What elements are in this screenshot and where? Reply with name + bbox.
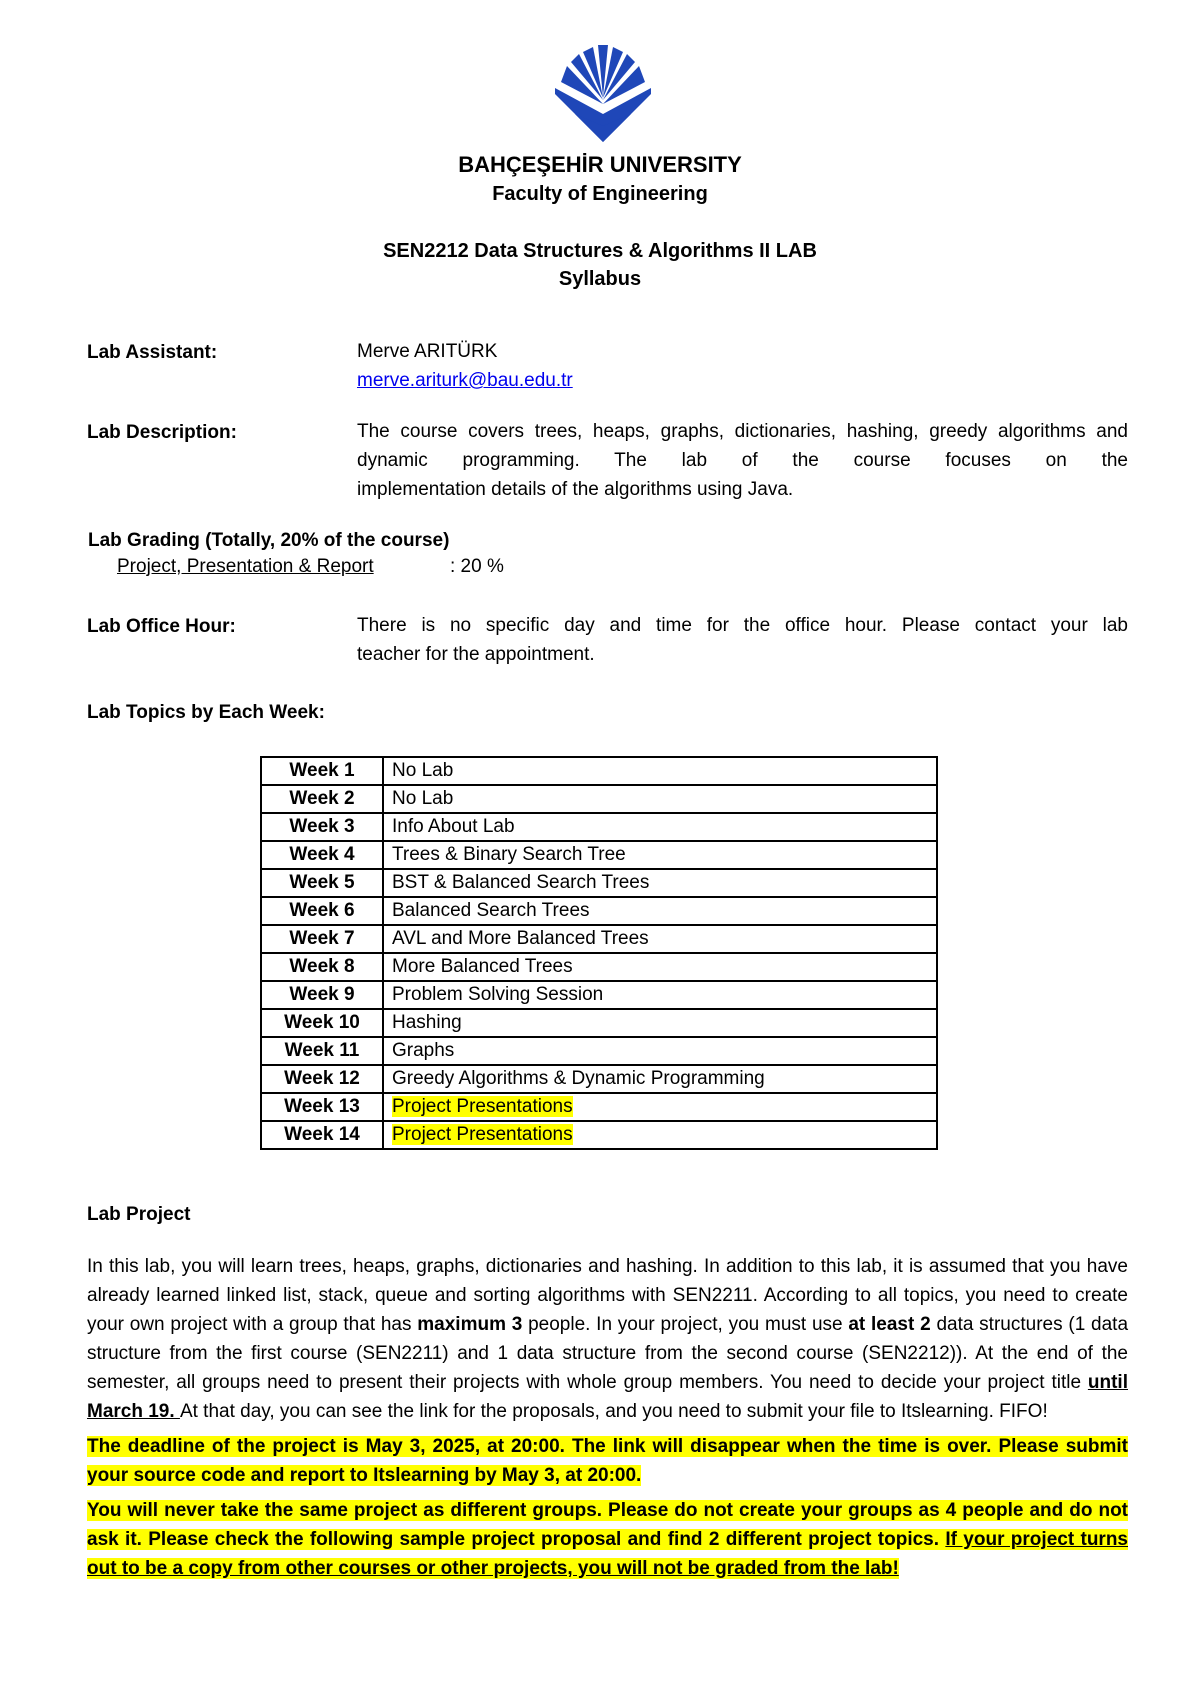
topic-cell — [383, 1121, 937, 1149]
week-cell: Week 14 — [261, 1121, 383, 1149]
table-row — [261, 869, 937, 897]
lab-project-label: Lab Project — [87, 1204, 191, 1225]
table-row — [261, 841, 937, 869]
week-cell: Week 5 — [261, 869, 383, 897]
week-cell: Week 12 — [261, 1065, 383, 1093]
topic-cell — [383, 813, 937, 841]
week-cell: Week 6 — [261, 897, 383, 925]
topic-cell — [383, 1037, 937, 1065]
table-row — [261, 813, 937, 841]
lab-project-body — [87, 1252, 1128, 1583]
topic-cell — [383, 925, 937, 953]
table-row — [261, 925, 937, 953]
table-row — [261, 897, 937, 925]
table-row — [261, 785, 937, 813]
topic-text: Balanced Search Trees — [392, 900, 590, 921]
table-row — [261, 757, 937, 785]
topic-text: Trees & Binary Search Tree — [392, 844, 626, 865]
topic-text: Project Presentations — [392, 1124, 573, 1145]
lab-office-hour-value — [357, 611, 1128, 669]
week-cell: Week 7 — [261, 925, 383, 953]
topic-cell — [383, 841, 937, 869]
grading-row — [117, 556, 504, 578]
week-cell: Week 11 — [261, 1037, 383, 1065]
lab-description-value — [357, 417, 1128, 504]
topic-text: Project Presentations — [392, 1096, 573, 1117]
office-hour-text-1: There is no specific day and time for the office hour. Please contact your lab — [357, 615, 1128, 636]
topic-cell — [383, 785, 937, 813]
table-row — [261, 1037, 937, 1065]
topic-text: Hashing — [392, 1012, 462, 1033]
description-text-2: implementation details of the algorithms using Java. — [357, 479, 794, 500]
topic-text: More Balanced Trees — [392, 956, 573, 977]
topic-cell — [383, 1093, 937, 1121]
table-row — [261, 1065, 937, 1093]
weekly-topics-table — [260, 756, 938, 1150]
week-cell: Week 4 — [261, 841, 383, 869]
lab-description-label: Lab Description: — [87, 422, 237, 443]
grading-item: Project, Presentation & Report — [117, 556, 374, 577]
table-row — [261, 981, 937, 1009]
university-name: BAHÇEŞEHİR UNIVERSITY — [458, 152, 742, 177]
topic-cell — [383, 1009, 937, 1037]
table-row — [261, 1121, 937, 1149]
university-logo-icon — [553, 44, 653, 144]
topic-cell — [383, 953, 937, 981]
description-text-1: The course covers trees, heaps, graphs, dictionaries, hashing, greedy algorithms and dynamic programming. The lab of the course focuses on the — [357, 421, 1128, 471]
office-hour-text-2: teacher for the appointment. — [357, 644, 595, 665]
table-row — [261, 1009, 937, 1037]
topic-text: Problem Solving Session — [392, 984, 604, 1005]
lab-office-hour-label: Lab Office Hour: — [87, 616, 236, 637]
topic-cell — [383, 981, 937, 1009]
project-deadline-paragraph: The deadline of the project is May 3, 2025, at 20:00. The link will disappear when the time is over. Please submit your source code and report to Itslearning by May 3, at 20:00. — [87, 1436, 1128, 1486]
lab-topics-label: Lab Topics by Each Week: — [87, 702, 325, 723]
topic-text: AVL and More Balanced Trees — [392, 928, 649, 949]
week-cell: Week 8 — [261, 953, 383, 981]
topic-cell — [383, 897, 937, 925]
topic-cell — [383, 757, 937, 785]
week-cell: Week 13 — [261, 1093, 383, 1121]
lab-assistant-label: Lab Assistant: — [87, 342, 218, 363]
assistant-email-link[interactable]: merve.ariturk@bau.edu.tr — [357, 370, 573, 391]
document-type: Syllabus — [558, 268, 642, 290]
table-row — [261, 953, 937, 981]
lab-grading-label: Lab Grading (Totally, 20% of the course) — [88, 530, 450, 551]
topic-text: No Lab — [392, 788, 454, 809]
topic-text: Greedy Algorithms & Dynamic Programming — [392, 1068, 765, 1089]
topic-text: No Lab — [392, 760, 454, 781]
week-cell: Week 2 — [261, 785, 383, 813]
grading-value: : 20 % — [450, 556, 504, 577]
topic-text: Info About Lab — [392, 816, 515, 837]
assistant-name: Merve ARITÜRK — [357, 341, 498, 362]
project-paragraph-1: In this lab, you will learn trees, heaps, graphs, dictionaries and hashing. In addition to this lab, it is assumed that you have already learned linked list, stack, queue and sorting algorithms with SEN2211. According to all topics, you need to create your own project with a group that has maximum 3 people. In your project, you must use at least 2 data structures (1 data structure from the first course (SEN2211) and 1 data structure from the second course (SEN2212)). At the end of the semester, all groups need to present their projects with whole group members. You need to decide your project title until March 19. At that day, you can see the link for the proposals, and you need to submit your file to Itslearning. FIFO! — [87, 1256, 1129, 1422]
table-row — [261, 1093, 937, 1121]
project-rules-paragraph: You will never take the same project as different groups. Please do not create your groups as 4 people and do not ask it. Please check the following sample project proposal and find 2 different project topics. If your project turns out to be a copy from other courses or other projects, you will not be graded from the lab! — [87, 1500, 1128, 1579]
week-cell: Week 3 — [261, 813, 383, 841]
week-cell: Week 9 — [261, 981, 383, 1009]
topic-cell — [383, 869, 937, 897]
topic-text: BST & Balanced Search Trees — [392, 872, 650, 893]
week-cell: Week 1 — [261, 757, 383, 785]
week-cell: Week 10 — [261, 1009, 383, 1037]
lab-assistant-value — [357, 337, 1128, 395]
topic-cell — [383, 1065, 937, 1093]
course-title: SEN2212 Data Structures & Algorithms II LAB — [383, 240, 817, 262]
topic-text: Graphs — [392, 1040, 455, 1061]
faculty-name: Faculty of Engineering — [492, 183, 708, 205]
